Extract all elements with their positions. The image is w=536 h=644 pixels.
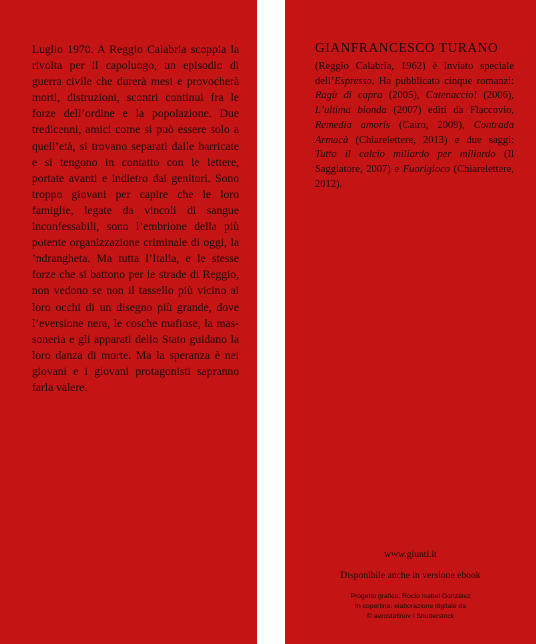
bio-book-title: Contrada Armacà xyxy=(315,119,514,146)
credit-line: In copertina: elaborazione digitale da xyxy=(354,603,467,610)
right-flap xyxy=(285,0,536,644)
bio-text: (2006), xyxy=(477,90,514,102)
bio-book-title: Ragù di capra xyxy=(315,90,383,102)
bio-text: (Il Saggiatore, 2007) e xyxy=(315,149,514,175)
blurb-text: Luglio 1970. A Reggio Calabria scoppia la rivolta per il capoluogo, un episodio di guerra civile che durerà mesi e provocherà morti, distruzioni, scontri continui fra le forze dell’ordine e la popolazione. Due tredicenni, amici come si può essere solo a quell’età, si trovano separati dalle barricate e si tengono in contatto con le lettere, portate avanti e indietro dai genitori. Sono troppo giovani per capire che le loro famiglie, legate da vincoli di sangue inconfessabili, sono l’embrione della più potente organizzazione criminale di oggi, la ’ndrangheta. Ma tutta l’Italia, e le stesse forze che si battono per le strade di Reggio, non vedono se non il tassello più vicino ai loro occhi di un disegno più grande, dove l’eversione nera, le cosche mafiose, la massoneria e gli apparati dello Stato guidano la loro danza di morte. Ma la speranza è nei giovani e i giovani protagonisti sapranno farla valere. xyxy=(32,43,239,394)
bio-text: . Ha pubblicato cinque romanzi: xyxy=(371,75,514,87)
ebook-note: Disponibile anche in versione ebook xyxy=(340,570,481,581)
bio-text: (2007) editi da Flaccovio, xyxy=(386,105,514,117)
bio-text: (Chiarelettere, 2012). xyxy=(315,163,515,190)
bio-book-title: Catenaccio! xyxy=(425,90,478,102)
bio-text: (Cairo, 2009), xyxy=(389,119,474,131)
bio-text: (2005), xyxy=(382,90,426,102)
left-flap xyxy=(0,0,257,644)
bio-text: (Chiarelettere, 2013) e due saggi: xyxy=(348,134,514,146)
author-name: GIANFRANCESCO TURANO xyxy=(315,40,499,55)
credit-line: Progetto grafico: Rocío Isabel González xyxy=(350,593,471,600)
bio-book-title: Remedia amoris xyxy=(315,119,390,131)
bio-book-title: L’ultima bionda xyxy=(315,105,387,117)
publisher-website: www.giunti.it xyxy=(384,549,437,560)
bio-magazine: Espresso xyxy=(334,75,372,87)
bio-text: (Reggio Calabria, 1962) è inviato speciale dell’ xyxy=(315,61,514,87)
credit-line: © aerostatinov / Shutterstock xyxy=(366,613,455,620)
design-credits xyxy=(285,592,536,622)
bio-book-title: Tutto il calcio miliardo per miliardo xyxy=(315,149,496,161)
book-blurb xyxy=(32,42,239,396)
author-bio xyxy=(315,60,514,192)
bio-book-title: Fuorigioco xyxy=(402,163,450,175)
